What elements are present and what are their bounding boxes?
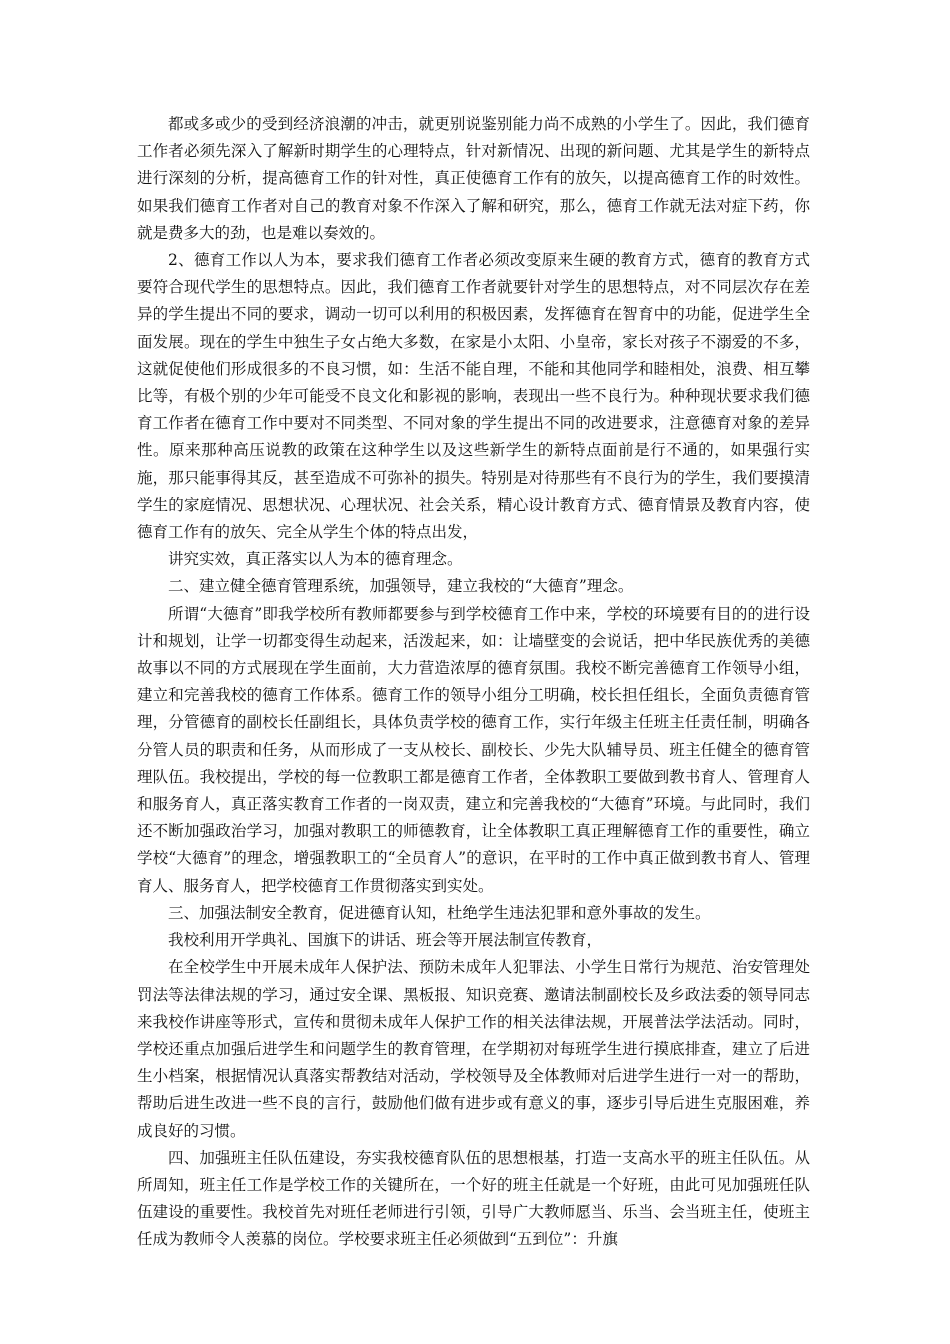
section-heading-3: 三、加强法制安全教育，促进德育认知，杜绝学生违法犯罪和意外事故的发生。 [168,903,711,922]
paragraph-point-2: 2、德育工作以人为本，要求我们德育工作者必须改变原来生硬的教育方式，德育的教育方式要符合现代学生的思想特点。因此，我们德育工作者就要针对学生的思想特点，对不同层次存在差异的学生提出不同的要求，调动一切可以利用的积极因素，发挥德育在智育中的功能，促进学生全面发展。现在的学生中独生子女占绝大多数，在家是小太阳、小皇帝，家长对孩子不溺爱的不多，这就促使他们形成很多的不良习惯，如：生活不能自理，不能和其他同学和睦相处，浪费、相互攀比等，有极个别的少年可能受不良文化和影视的影响，表现出一些不良行为。种种现状要求我们德育工作者在德育工作中要对不同类型、不同对象的学生提出不同的改进要求，注意德育对象的差异性。原来那种高压说教的政策在这种学生以及这些新学生的新特点面前是行不通的，如果强行实施，那只能事得其反，甚至造成不可弥补的损失。特别是对待那些有不良行为的学生，我们要摸清学生的家庭情况、思想状况、心理状况、社会关系，精心设计教育方式、德育情景及教育内容，使德育工作有的放矢、完全从学生个体的特点出发， [137,251,810,542]
paragraph-legal-publicity: 我校利用开学典礼、国旗下的讲话、班会等开展法制宣传教育， [168,931,603,950]
section-heading-4: 四、加强班主任队伍建设，夯实我校德育队伍的思想根基，打造一支高水平的班主任队伍。从所周知，班主任工作是学校工作的关键所在，一个好的班主任就是一个好班，由此可见加强班任队伍建设的重要性。我校首先对班任老师进行引领，引导广大教师愿当、乐当、会当班主任，使班主任成为教师令人羡慕的岗位。学校要求班主任必须做到“五到位”：升旗 [137,1148,810,1249]
paragraph-practical-effect: 讲究实效，真正落实以人为本的德育理念。 [168,550,463,569]
section-heading-2: 二、建立健全德育管理系统，加强领导，建立我校的“大德育”理念。 [168,577,634,596]
document-body [137,111,810,1254]
paragraph-legal-study: 在全校学生中开展未成年人保护法、预防未成年人犯罪法、小学生日常行为规范、治安管理处罚法等法律法规的学习，通过安全课、黑板报、知识竞赛、邀请法制副校长及乡政法委的领导同志来我校作讲座等形式，宣传和贯彻未成年人保护工作的相关法律法规，开展普法学法活动。同时，学校还重点加强后进学生和问题学生的教育管理，在学期初对每班学生进行摸底排查，建立了后进生小档案，根据情况认真落实帮教结对活动，学校领导及全体教师对后进学生进行一对一的帮助，帮助后进生改进一些不良的言行，鼓励他们做有进步或有意义的事，逐步引导后进生克服困难，养成良好的习惯。 [137,958,810,1140]
paragraph-intro-continued: 都或多或少的受到经济浪潮的冲击，就更别说鉴别能力尚不成熟的小学生了。因此，我们德育工作者必须先深入了解新时期学生的心理特点，针对新情况、出现的新问题、尤其是学生的新特点进行深刻的分析，提高德育工作的针对性，真正使德育工作有的放矢，以提高德育工作的时效性。如果我们德育工作者对自己的教育对象不作深入了解和研究，那么，德育工作就无法对症下药，你就是费多大的劲，也是难以奏效的。 [137,115,810,242]
paragraph-big-moral-education: 所谓“大德育”即我学校所有教师都要参与到学校德育工作中来，学校的环境要有目的的进行设计和规划，让学一切都变得生动起来，活泼起来，如：让墙壁变的会说话，把中华民族优秀的美德故事以不同的方式展现在学生面前，大力营造浓厚的德育氛围。我校不断完善德育工作领导小组，建立和完善我校的德育工作体系。德育工作的领导小组分工明确，校长担任组长，全面负责德育管理，分管德育的副校长任副组长，具体负责学校的德育工作，实行年级主任班主任责任制，明确各分管人员的职责和任务，从而形成了一支从校长、副校长、少先大队辅导员、班主任健全的德育管理队伍。我校提出，学校的每一位教职工都是德育工作者，全体教职工要做到教书育人、管理育人和服务育人，真正落实教育工作者的一岗双责，建立和完善我校的“大德育”环境。与此同时，我们还不断加强政治学习，加强对教职工的师德教育，让全体教职工真正理解德育工作的重要性，确立学校“大德育”的理念，增强教职工的“全员育人”的意识，在平时的工作中真正做到教书育人、管理育人、服务育人，把学校德育工作贯彻落实到实处。 [137,604,810,895]
